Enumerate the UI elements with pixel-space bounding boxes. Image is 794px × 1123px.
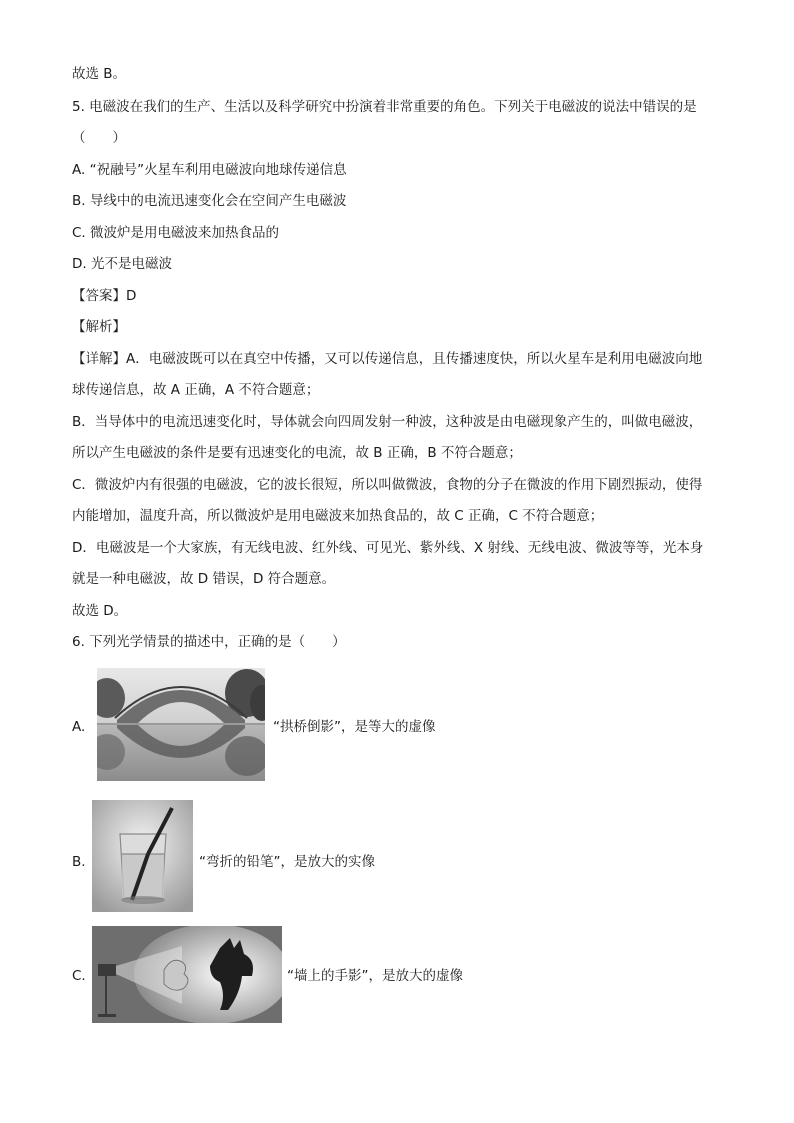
bent-pencil-illustration [92, 800, 193, 912]
analysis-heading: 【解析】 [72, 319, 126, 335]
explanation-line: B．当导体中的电流迅速变化时，导体就会向四周发射一种波，这种波是由电磁现象产生的，叫做电磁波， [72, 414, 703, 430]
option-b: B. 导线中的电流迅速变化会在空间产生电磁波 [72, 193, 347, 209]
option-c: C. 微波炉是用电磁波来加热食品的 [72, 225, 280, 241]
arch-bridge-illustration [97, 668, 265, 781]
option-d: D. 光不是电磁波 [72, 256, 172, 272]
question-5-paren: （ ） [72, 130, 126, 146]
option-b-caption: “弯折的铅笔”，是放大的实像 [199, 854, 375, 870]
option-c-caption: “墙上的手影”，是放大的虚像 [287, 968, 463, 984]
explanation-line: 球传递信息，故 A 正确，A 不符合题意； [72, 382, 320, 398]
explanation-line: C．微波炉内有很强的电磁波，它的波长很短，所以叫做微波，食物的分子在微波的作用下剧烈振动，使得 [72, 477, 703, 493]
bent-pencil-image [92, 800, 193, 912]
explanation-line: 所以产生电磁波的条件是要有迅速变化的电流，故 B 正确，B 不符合题意； [72, 445, 522, 461]
option-a-caption: “拱桥倒影”，是等大的虚像 [273, 719, 436, 735]
question-6-stem: 6. 下列光学情景的描述中，正确的是（ ） [72, 634, 346, 650]
explanation-line: D．电磁波是一个大家族，有无线电波、红外线、可见光、紫外线、X 射线、无线电波、微波等等，光本身 [72, 540, 704, 556]
explanation-line: 内能增加，温度升高，所以微波炉是用电磁波来加热食品的，故 C 正确，C 不符合题意； [72, 508, 604, 524]
text-line: 故选 B。 [72, 66, 127, 82]
option-c-label: C. [72, 968, 86, 984]
explanation-line: 【详解】A．电磁波既可以在真空中传播，又可以传递信息，且传播速度快，所以火星车是利用电磁波向地 [72, 351, 703, 367]
question-5-stem: 5. 电磁波在我们的生产、生活以及科学研究中扮演着非常重要的角色。下列关于电磁波的说法中错误的是 [72, 99, 697, 115]
answer-line: 【答案】D [72, 288, 137, 304]
explanation-line: 就是一种电磁波，故 D 错误，D 符合题意。 [72, 571, 336, 587]
arch-bridge-image [97, 668, 265, 781]
hand-shadow-image [92, 926, 282, 1023]
option-a-label: A. [72, 719, 86, 735]
text-line: 故选 D。 [72, 603, 128, 619]
hand-shadow-illustration [92, 926, 282, 1023]
option-b-label: B. [72, 854, 86, 870]
option-a: A. “祝融号”火星车利用电磁波向地球传递信息 [72, 162, 347, 178]
